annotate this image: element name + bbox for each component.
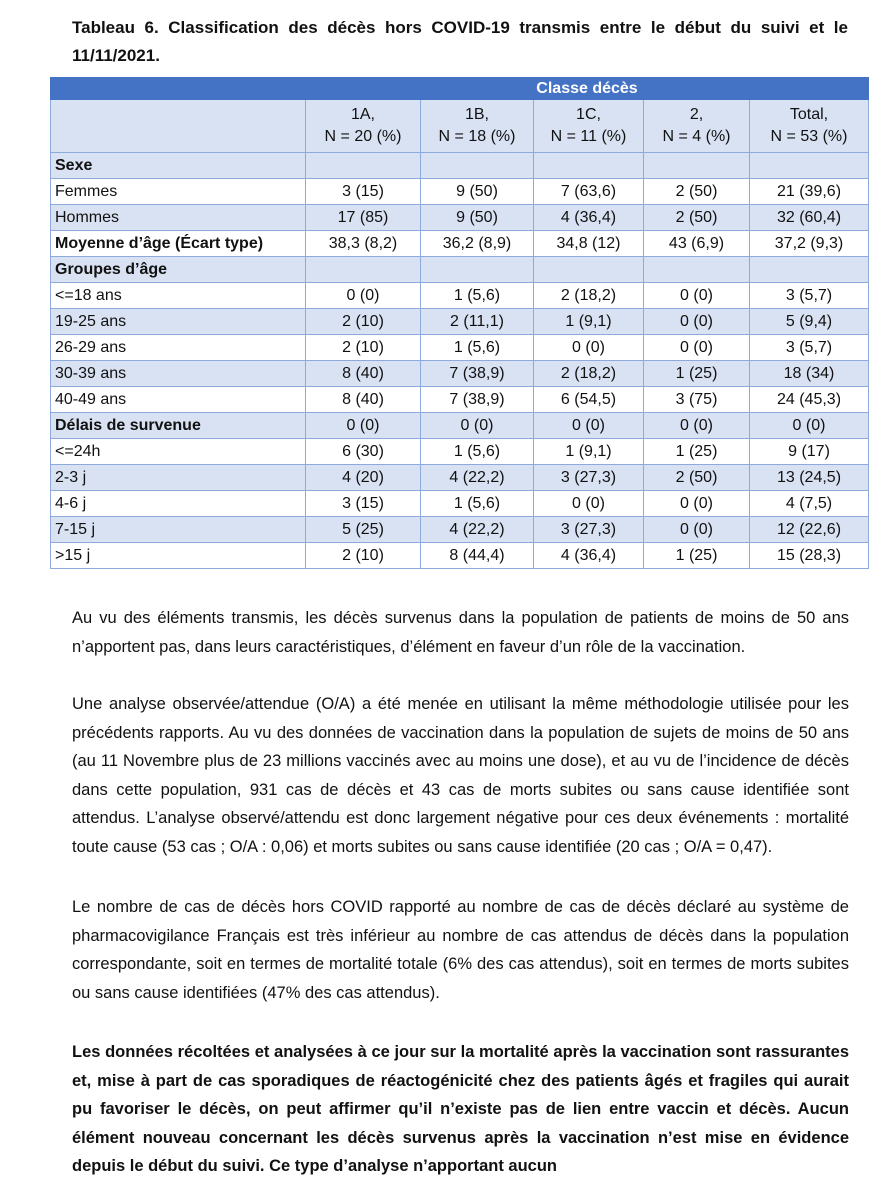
table-cell [534, 257, 644, 283]
table-row [51, 413, 869, 439]
table-cell: 15 (28,3) [750, 543, 869, 569]
table-cell: 7 (63,6) [534, 179, 644, 205]
row-label: Moyenne d’âge (Écart type) [51, 231, 306, 257]
table-cell: 13 (24,5) [750, 465, 869, 491]
row-label: Délais de survenue [51, 413, 306, 439]
table-cell: 3 (5,7) [750, 335, 869, 361]
row-label: 7-15 j [51, 517, 306, 543]
table-cell: 4 (36,4) [534, 543, 644, 569]
group-header: Classe décès [306, 78, 869, 100]
table-cell: 3 (15) [306, 491, 421, 517]
row-label: <=18 ans [51, 283, 306, 309]
row-label: Femmes [51, 179, 306, 205]
table-cell: 8 (44,4) [421, 543, 534, 569]
table-cell: 1 (25) [644, 543, 750, 569]
death-classification-table [50, 77, 869, 569]
table-cell: 5 (25) [306, 517, 421, 543]
table-row [51, 439, 869, 465]
table-cell: 9 (50) [421, 205, 534, 231]
table-cell: 1 (25) [644, 439, 750, 465]
table-cell: 21 (39,6) [750, 179, 869, 205]
table-cell: 0 (0) [306, 413, 421, 439]
table-cell: 32 (60,4) [750, 205, 869, 231]
table-cell: 0 (0) [534, 413, 644, 439]
table-row [51, 309, 869, 335]
table-cell: 43 (6,9) [644, 231, 750, 257]
table-cell: 4 (22,2) [421, 517, 534, 543]
table-cell: 1 (9,1) [534, 309, 644, 335]
table-cell [534, 153, 644, 179]
table-cell [421, 257, 534, 283]
table-cell [421, 153, 534, 179]
row-label: Groupes d’âge [51, 257, 306, 283]
table-cell: 3 (15) [306, 179, 421, 205]
table-cell: 1 (25) [644, 361, 750, 387]
table-row [51, 153, 869, 179]
table-cell [306, 257, 421, 283]
row-label: 30-39 ans [51, 361, 306, 387]
table-cell: 0 (0) [644, 309, 750, 335]
table-cell: 2 (11,1) [421, 309, 534, 335]
table-cell: 2 (10) [306, 309, 421, 335]
table-row [51, 205, 869, 231]
table-cell: 1 (9,1) [534, 439, 644, 465]
row-label: Sexe [51, 153, 306, 179]
table-row [51, 361, 869, 387]
table-cell: 4 (20) [306, 465, 421, 491]
table-cell: 3 (27,3) [534, 465, 644, 491]
table-row [51, 465, 869, 491]
table-cell: 5 (9,4) [750, 309, 869, 335]
table-cell: 3 (27,3) [534, 517, 644, 543]
table-cell: 37,2 (9,3) [750, 231, 869, 257]
table-cell: 0 (0) [750, 413, 869, 439]
column-header: 1A, N = 20 (%) [306, 100, 421, 153]
table-cell: 36,2 (8,9) [421, 231, 534, 257]
table-cell: 2 (50) [644, 179, 750, 205]
table-cell: 34,8 (12) [534, 231, 644, 257]
paragraph-conclusion-population: Au vu des éléments transmis, les décès survenus dans la population de patients de moins de 50 ans n’apportent pas, dans leurs caractéristiques, d’élément en faveur d’un rôle de la vaccination. [72, 609, 849, 656]
table-cell: 6 (30) [306, 439, 421, 465]
column-header: 1B, N = 18 (%) [421, 100, 534, 153]
table-row [51, 231, 869, 257]
column-header: 2, N = 4 (%) [644, 100, 750, 153]
table-cell [644, 153, 750, 179]
table-cell: 2 (18,2) [534, 283, 644, 309]
table-row [51, 491, 869, 517]
table-cell: 7 (38,9) [421, 361, 534, 387]
table-caption: Tableau 6. Classification des décès hors COVID-19 transmis entre le début du suivi et le 11/11/2021. [72, 18, 848, 65]
table-cell: 38,3 (8,2) [306, 231, 421, 257]
column-header: 1C, N = 11 (%) [534, 100, 644, 153]
table-cell: 1 (5,6) [421, 439, 534, 465]
table-cell: 2 (50) [644, 465, 750, 491]
table-cell: 4 (22,2) [421, 465, 534, 491]
table-cell: 1 (5,6) [421, 491, 534, 517]
table-column-header-row [51, 100, 869, 153]
table-cell: 9 (17) [750, 439, 869, 465]
table-cell: 0 (0) [306, 283, 421, 309]
table-cell: 0 (0) [421, 413, 534, 439]
table-cell: 2 (50) [644, 205, 750, 231]
row-label: >15 j [51, 543, 306, 569]
table-cell [644, 257, 750, 283]
row-label: 40-49 ans [51, 387, 306, 413]
table-cell: 9 (50) [421, 179, 534, 205]
row-label: 26-29 ans [51, 335, 306, 361]
column-header: Total, N = 53 (%) [750, 100, 869, 153]
table-row [51, 543, 869, 569]
paragraph-observed-expected: Une analyse observée/attendue (O/A) a été menée en utilisant la même méthodologie utilisée pour les précédents rapports. Au vu des données de vaccination dans la population de sujets de moins de 50 ans (au 11 Novembre plus de 23 millions vaccinés avec au moins une dose), et au vu de l’incidence de décès dans cette population, 931 cas de décès et 43 cas de morts subites ou sans cause identifiée sont attendus. L’analyse observé/attendu est donc largement négative pour ces deux événements : mortalité toute cause (53 cas ; O/A : 0,06) et morts subites ou sans cause identifiée (20 cas ; O/A = 0,47). [72, 695, 849, 856]
table-cell: 12 (22,6) [750, 517, 869, 543]
table-cell [750, 153, 869, 179]
table-row [51, 283, 869, 309]
row-label: 4-6 j [51, 491, 306, 517]
table-cell: 0 (0) [534, 491, 644, 517]
table-cell: 0 (0) [644, 491, 750, 517]
table-group-header-row [51, 78, 869, 100]
table-cell: 0 (0) [644, 335, 750, 361]
table-cell [750, 257, 869, 283]
table-cell: 18 (34) [750, 361, 869, 387]
table-cell: 0 (0) [644, 283, 750, 309]
table-cell: 2 (18,2) [534, 361, 644, 387]
row-label: <=24h [51, 439, 306, 465]
table-row [51, 179, 869, 205]
paragraph-pharmacovigilance: Le nombre de cas de décès hors COVID rapporté au nombre de cas de décès déclaré au système de pharmacovigilance Français est très inférieur au nombre de cas attendus de décès dans la population correspondante, soit en termes de mortalité totale (6% des cas attendus), soit en termes de morts subites ou sans cause identifiées (47% des cas attendus). [72, 898, 849, 1002]
table-cell: 0 (0) [644, 413, 750, 439]
row-label: Hommes [51, 205, 306, 231]
table-cell: 17 (85) [306, 205, 421, 231]
table-cell: 0 (0) [644, 517, 750, 543]
table-cell: 6 (54,5) [534, 387, 644, 413]
paragraph-bold-conclusion: Les données récoltées et analysées à ce jour sur la mortalité après la vaccination sont rassurantes et, mise à part de cas sporadiques de réactogénicité chez des patients âgés et fragiles qui aurait pu favoriser le décès, on peut affirmer qu’il n’existe pas de lien entre vaccin et décès. Aucun élément nouveau concernant les décès survenus après la vaccination n’est mise en évidence depuis le début du suivi. Ce type d’analyse n’apportant aucun [72, 1043, 849, 1175]
table-cell: 3 (5,7) [750, 283, 869, 309]
table-cell: 2 (10) [306, 543, 421, 569]
table-cell [306, 153, 421, 179]
table-cell: 4 (7,5) [750, 491, 869, 517]
row-label: 19-25 ans [51, 309, 306, 335]
table-cell: 2 (10) [306, 335, 421, 361]
table-row [51, 387, 869, 413]
table-cell: 8 (40) [306, 387, 421, 413]
table-cell: 3 (75) [644, 387, 750, 413]
row-label: 2-3 j [51, 465, 306, 491]
table-cell: 24 (45,3) [750, 387, 869, 413]
table-cell: 1 (5,6) [421, 335, 534, 361]
table-row [51, 335, 869, 361]
table-cell: 1 (5,6) [421, 283, 534, 309]
table-cell: 4 (36,4) [534, 205, 644, 231]
table-cell: 8 (40) [306, 361, 421, 387]
table-cell: 0 (0) [534, 335, 644, 361]
table-row [51, 517, 869, 543]
table-cell: 7 (38,9) [421, 387, 534, 413]
table-row [51, 257, 869, 283]
